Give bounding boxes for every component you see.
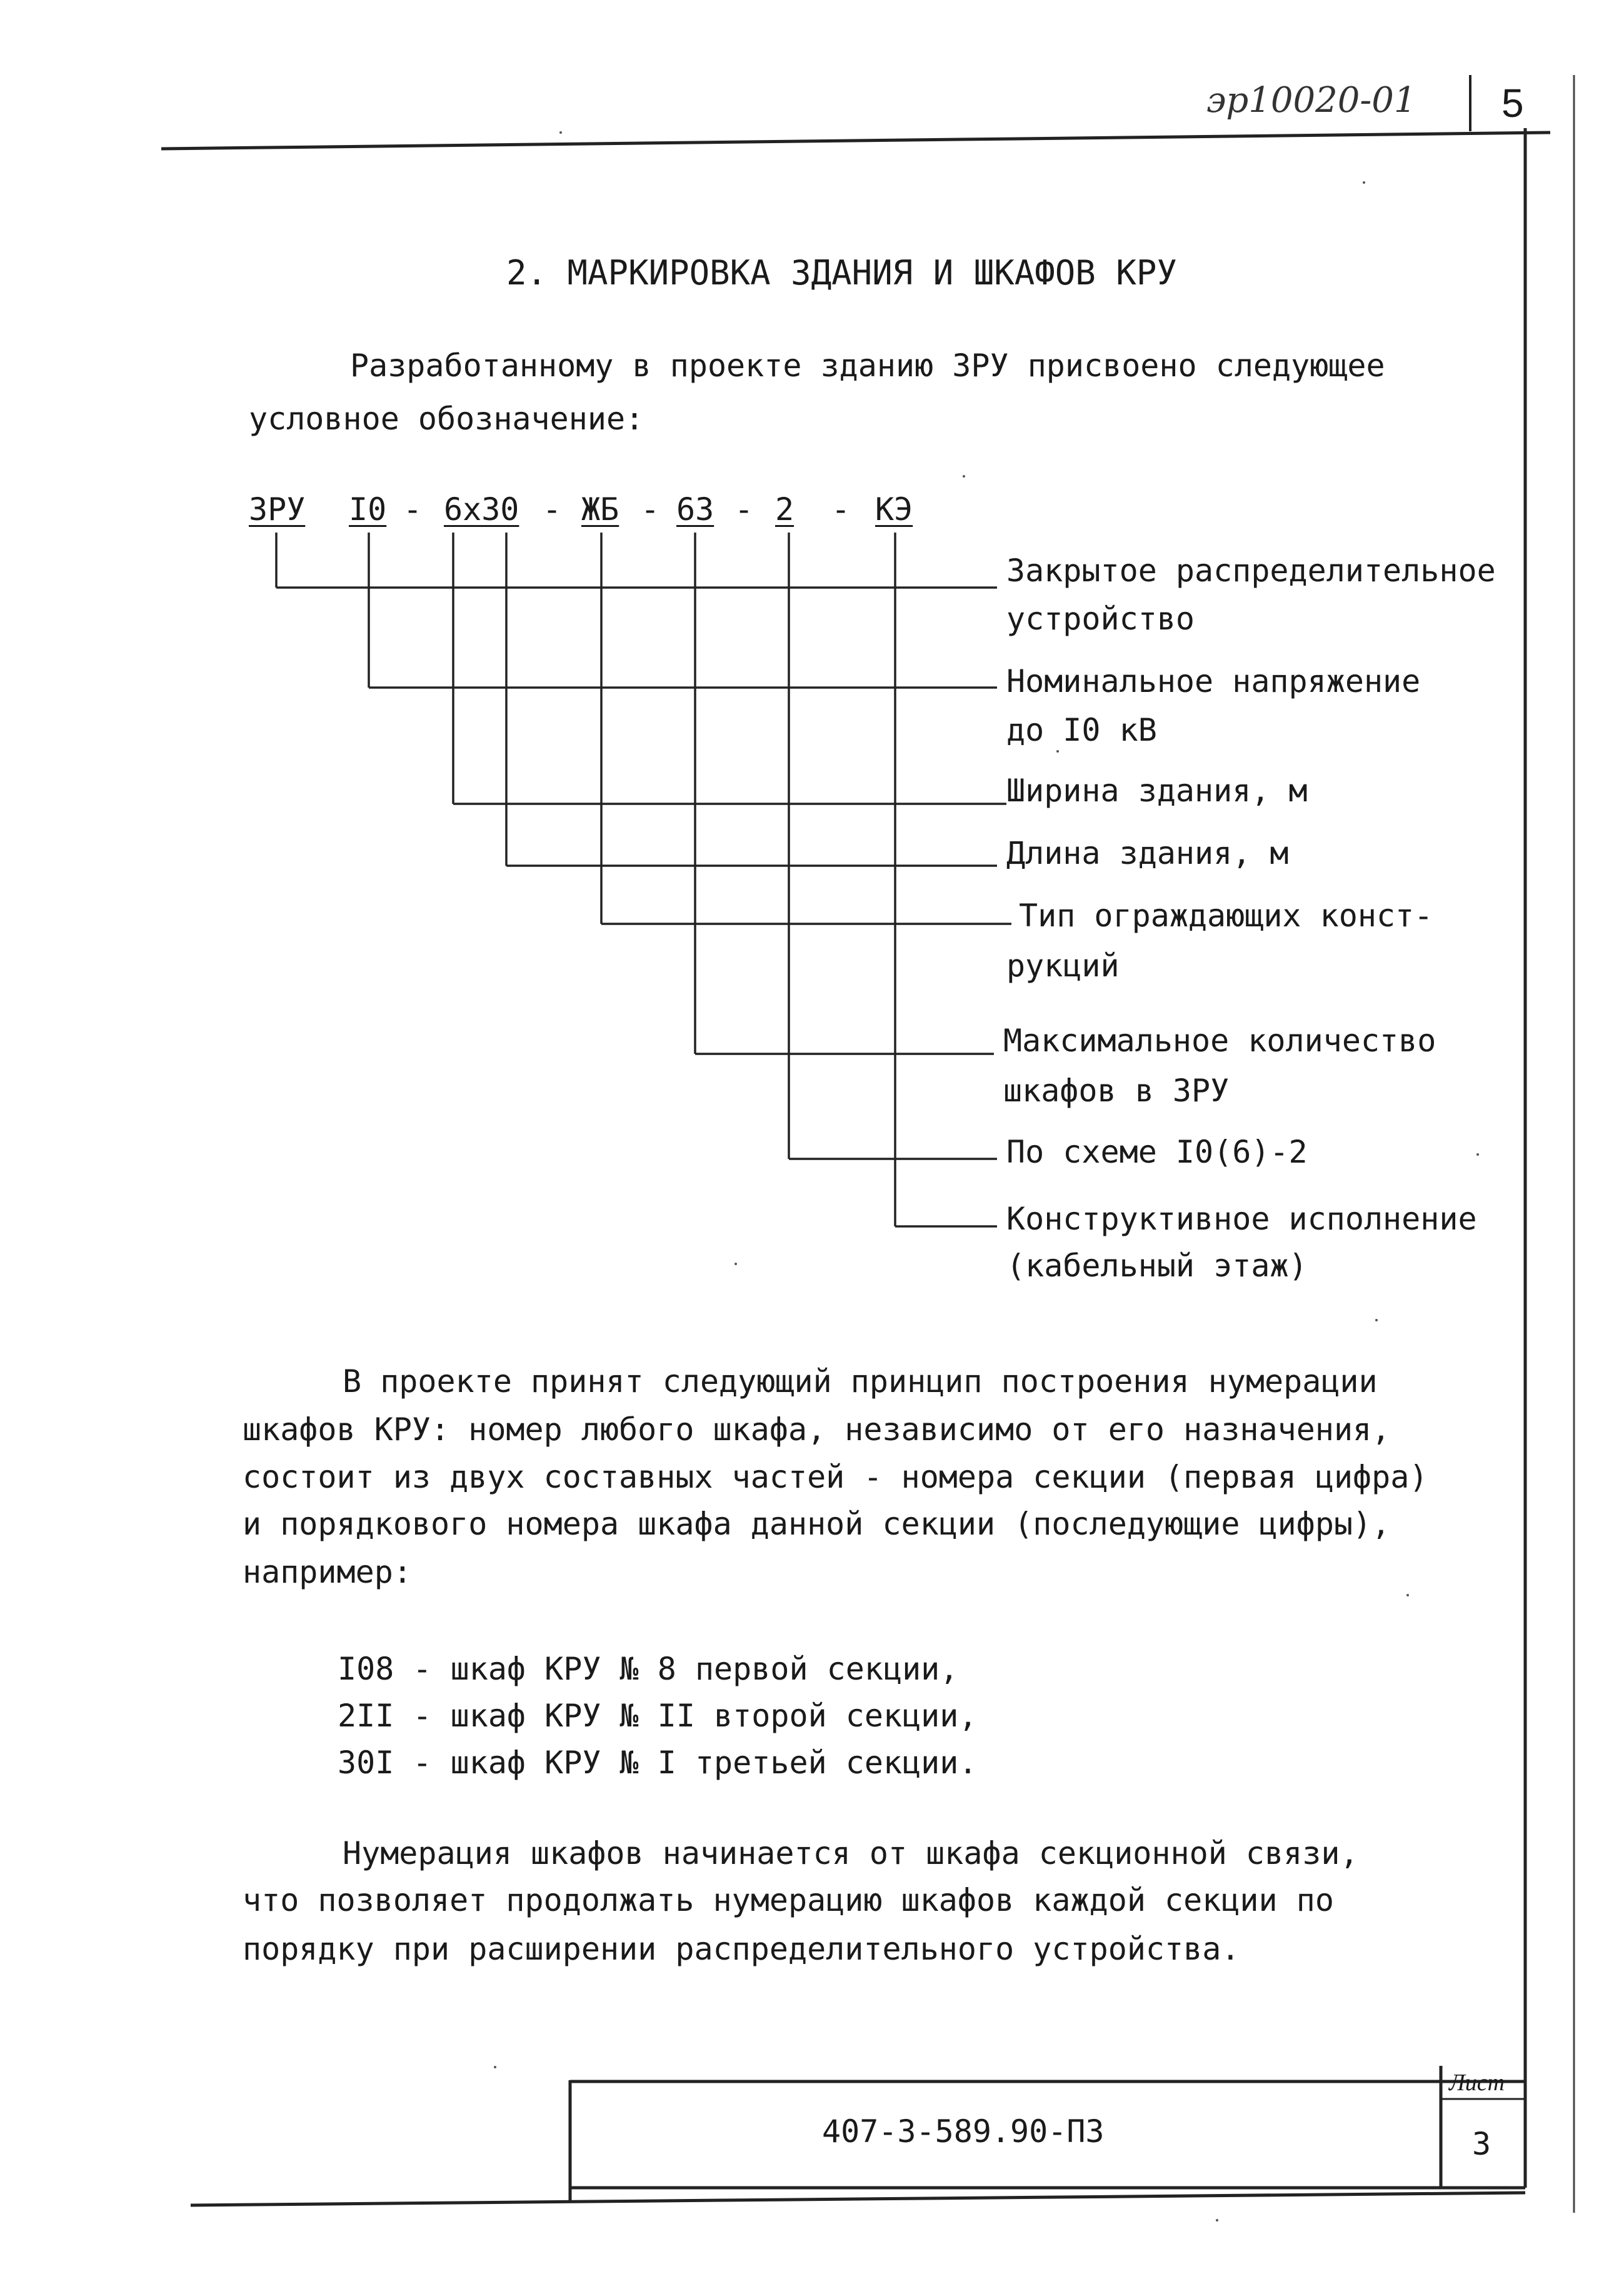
- legend-2-line-2: до I0 кВ: [1006, 712, 1157, 748]
- page-number: 5: [1501, 81, 1524, 126]
- example-3: 30I - шкаф КРУ № I третьей секции.: [338, 1745, 978, 1781]
- scan-speck: [494, 2066, 496, 2068]
- legend-4: Длина здания, м: [1006, 835, 1289, 871]
- scan-speck: [1406, 1594, 1409, 1596]
- closing-line-1: Нумерация шкафов начинается от шкафа секционной связи,: [343, 1835, 1359, 1871]
- scan-speck: [1216, 2219, 1218, 2221]
- legend-1-line-1: Закрытое распределительное: [1006, 553, 1496, 589]
- legend-2-line-1: Номинальное напряжение: [1006, 663, 1421, 699]
- intro-line-1: Разработанному в проекте зданию ЗРУ присвоено следующее: [350, 348, 1385, 384]
- scan-speck: [1476, 1153, 1479, 1156]
- legend-5-line-2: рукций: [1006, 948, 1120, 984]
- code-part-count: 63: [676, 491, 714, 528]
- example-2: 2II - шкаф КРУ № II второй секции,: [338, 1698, 978, 1734]
- example-1: I08 - шкаф КРУ № 8 первой секции,: [338, 1651, 959, 1687]
- numbering-line-4: и порядкового номера шкафа данной секции (последующие цифры),: [243, 1506, 1391, 1542]
- scan-speck: [734, 1263, 737, 1265]
- legend-8-line-1: Конструктивное исполнение: [1006, 1201, 1477, 1237]
- code-separator: -: [734, 491, 754, 528]
- numbering-line-2: шкафов КРУ: номер любого шкафа, независимо от его назначения,: [243, 1411, 1391, 1448]
- code-part-design: КЭ: [875, 491, 913, 528]
- closing-line-3: порядку при расширении распределительного устройства.: [243, 1931, 1240, 1967]
- numbering-line-1: В проекте принят следующий принцип построения нумерации: [343, 1363, 1378, 1400]
- legend-1-line-2: устройство: [1006, 601, 1195, 637]
- scan-speck: [1363, 181, 1365, 184]
- numbering-line-3: состоит из двух составных частей - номера секции (первая цифра): [243, 1459, 1428, 1495]
- code-part-zru: ЗРУ: [249, 491, 306, 528]
- scan-speck: [559, 131, 562, 134]
- intro-line-2: условное обозначение:: [249, 401, 644, 437]
- scan-speck: [1056, 750, 1059, 753]
- code-separator: -: [831, 491, 851, 528]
- code-part-size: 6х30: [444, 491, 519, 528]
- numbering-line-5: например:: [243, 1554, 412, 1590]
- legend-7: По схеме I0(6)-2: [1006, 1134, 1308, 1170]
- section-title: 2. МАРКИРОВКА ЗДАНИЯ И ШКАФОВ КРУ: [506, 253, 1177, 293]
- sheet-label: Лист: [1449, 2070, 1505, 2096]
- legend-6-line-2: шкафов в ЗРУ: [1003, 1073, 1230, 1109]
- top-border-line: [161, 133, 1550, 149]
- legend-5-line-1: Тип ограждающих конст-: [1019, 898, 1433, 934]
- code-part-scheme: 2: [775, 491, 794, 528]
- legend-8-line-2: (кабельный этаж): [1006, 1248, 1308, 1284]
- code-separator: -: [543, 491, 562, 528]
- code-part-voltage: I0: [349, 491, 387, 528]
- legend-3: Ширина здания, м: [1006, 773, 1308, 809]
- code-separator: -: [403, 491, 423, 528]
- doc-code: 407-3-589.90-ПЗ: [822, 2113, 1105, 2150]
- closing-line-2: что позволяет продолжать нумерацию шкафов каждой секции по: [243, 1882, 1334, 1918]
- legend-6-line-1: Максимальное количество: [1003, 1023, 1436, 1059]
- scan-speck: [1375, 1319, 1378, 1321]
- scan-speck: [963, 475, 965, 478]
- code-part-material: ЖБ: [581, 491, 619, 528]
- code-separator: -: [641, 491, 660, 528]
- sheet-number: 3: [1472, 2126, 1491, 2162]
- designation-diagram: [276, 533, 1011, 1226]
- archive-code: эр10020-01: [1206, 80, 1416, 121]
